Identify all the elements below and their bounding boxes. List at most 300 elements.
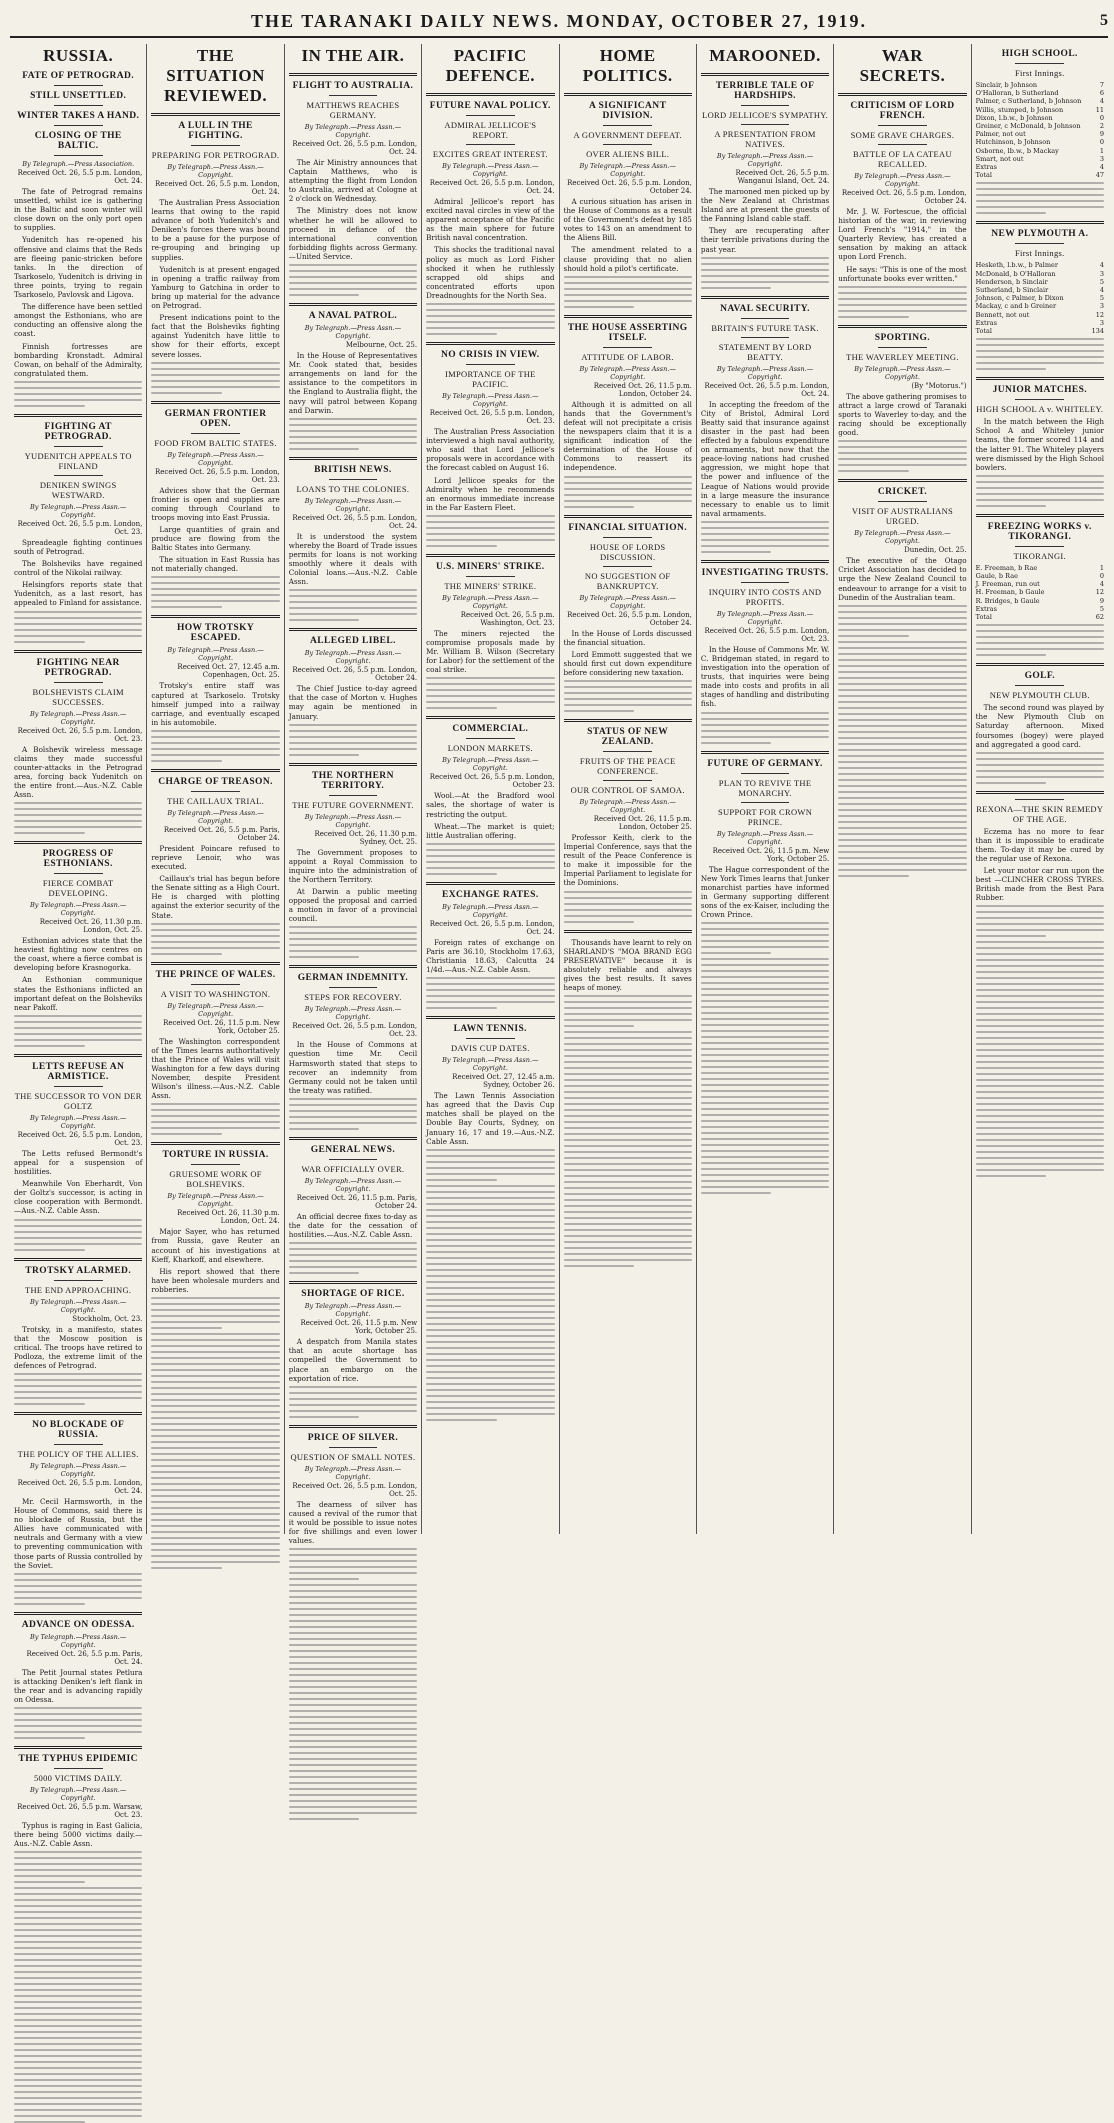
section-subhead: TIKORANGI.	[1013, 550, 1066, 561]
article-paragraph: Although it is admitted on all hands that the Government's defeat will not precipitate a crisis the newspapers claim that it is a significant indication of the determination of the House of Commons to reassert its independence.	[563, 399, 692, 473]
divider-rule	[741, 105, 790, 106]
player-name: Extras	[975, 604, 997, 613]
text-lines	[14, 381, 142, 407]
divider-rule	[54, 125, 103, 126]
dateline: Received Oct. 26, 11.30 p.m. Sydney, Oct. 25.	[314, 829, 418, 846]
text-lines	[151, 576, 279, 608]
divider-rule	[1015, 546, 1064, 547]
text-lines	[14, 1707, 142, 1739]
score-row	[976, 270, 1104, 278]
article-paragraph: An official decree fixes to-day as the date for the cessation of hostilities.—Aus.-N.Z. Cable Assn.	[288, 1211, 418, 1240]
section-divider	[14, 1054, 142, 1057]
player-score: 0	[1099, 138, 1104, 147]
section-subhead: A PRESENTATION FROM NATIVES.	[714, 129, 816, 149]
player-score: 62	[1095, 613, 1104, 622]
text-lines	[564, 680, 692, 712]
player-score: 0	[1099, 572, 1104, 581]
masthead	[10, 6, 1108, 38]
dateline: Received Oct. 26, 5.5 p.m. Warsaw, Oct. 23.	[17, 1803, 143, 1820]
dateline: Received Oct. 26, 5.5 p.m. London, Oct. 24.	[704, 381, 830, 398]
text-lines	[426, 303, 554, 335]
text-lines	[838, 605, 966, 637]
score-row	[976, 613, 1104, 621]
section-headline: A NAVAL PATROL.	[308, 311, 398, 322]
press-credit: By Telegraph.—Press Assn.—Copyright.	[442, 392, 539, 409]
press-credit: By Telegraph.—Press Assn.—Copyright.	[442, 756, 539, 773]
text-lines	[151, 1297, 279, 1329]
divider-rule	[878, 125, 927, 126]
section-subhead: LOANS TO THE COLONIES.	[296, 483, 410, 494]
text-lines	[426, 515, 554, 547]
divider-rule	[466, 115, 515, 116]
article-paragraph: Advices show that the German frontier is open and supplies are coming through Courland to troops moving into East Prussia.	[151, 485, 280, 522]
section-divider	[14, 841, 142, 844]
article-paragraph: The Air Ministry announces that Captain Matthews, who is attempting the flight from London to Australia, arrived at Cologne at 2 o'clock on Wednesday.	[288, 158, 418, 204]
player-score: 3	[1099, 302, 1104, 311]
article-paragraph: Eczema has no more to fear than it is impossible to eradicate them. To-day it may be cured by the regular use of Rexona.	[975, 826, 1104, 863]
columns	[10, 44, 1108, 1849]
section-headline: FUTURE NAVAL POLICY.	[429, 101, 551, 111]
page-number: 5	[1100, 12, 1108, 29]
dateline: Received Oct. 26, 5.5 p.m. London, October 23.	[429, 773, 555, 790]
article-paragraph: Meanwhile Von Eberhardt, Von der Goltz's successor, is acting in close cooperation with Bermondt.—Aus.-N.Z. Cable Assn.	[14, 1179, 143, 1216]
player-score: 4	[1099, 97, 1104, 106]
column-4	[422, 44, 559, 1534]
article-paragraph: The Lawn Tennis Association has agreed that the Davis Cup matches shall be played on the Double Bay Courts, Sydney, on January 16, 17 and 19.—Aus.-N.Z. Cable Assn.	[426, 1091, 555, 1146]
score-table	[976, 81, 1104, 179]
section-subhead: FIERCE COMBAT DEVELOPING.	[42, 878, 114, 899]
section-divider	[701, 296, 829, 299]
divider-rule	[1015, 399, 1064, 400]
dateline: Received Oct. 26, 11.5 p.m. London, October 25.	[593, 814, 692, 831]
dateline: Received Oct. 26, 5.5 p.m. London, Oct. 24.	[17, 1478, 143, 1495]
section-subhead: THE FUTURE GOVERNMENT.	[292, 799, 414, 810]
section-headline: TROTSKY ALARMED.	[25, 1265, 132, 1276]
dateline: (By "Motorus.")	[911, 381, 967, 390]
press-credit: By Telegraph.—Press Assn.—Copyright.	[579, 162, 676, 178]
text-lines	[838, 286, 966, 318]
article-paragraph: Professor Keith, clerk to the Imperial Conference, says that the result of the Peace Conference is to make it impossible for the Imperial Parliament to legislate for the Dominions.	[563, 832, 692, 888]
column-3	[285, 44, 422, 1546]
article-paragraph: Trotsky's entire staff was captured at Tsarkoselo. Trotsky himself jumped into a railway carriage, and eventually escaped in his automobile.	[151, 681, 280, 727]
player-score: 2	[1099, 122, 1104, 131]
dateline: Received Oct. 26, 5.5 p.m. London, Oct. 24.	[429, 179, 555, 195]
section-subhead: DAVIS CUP DATES.	[450, 1043, 530, 1054]
press-credit: By Telegraph.—Press Assn.—Copyright.	[442, 162, 539, 178]
dateline: Received Oct. 26, 11.30 p.m. London, Oct. 24.	[177, 1209, 280, 1226]
divider-rule	[54, 1768, 103, 1769]
section-divider	[426, 716, 554, 719]
article-paragraph: Mr. Cecil Harmsworth, in the House of Commons, said there is no blockade of Russia, but the Allies have communicated with neutrals and Germany with a view to preventing communication with those parts of Russia controlled by the Soviet.	[14, 1496, 143, 1570]
section-headline: GERMAN INDEMNITY.	[297, 973, 409, 984]
dateline: Received Oct. 26, 5.5 p.m. Wanganui Island, Oct. 24.	[735, 169, 830, 185]
divider-rule	[54, 1086, 103, 1087]
column-headline: HOME POLITICS.	[582, 46, 673, 85]
text-lines	[426, 1185, 554, 1421]
article-paragraph: Wool.—At the Bradford wool sales, the shortage of water is restricting the output.	[426, 791, 555, 819]
score-row	[976, 122, 1104, 130]
section-headline: NO BLOCKADE OF RUSSIA.	[32, 1419, 125, 1440]
divider-rule	[54, 682, 103, 683]
section-headline: TORTURE IN RUSSIA.	[162, 1150, 269, 1161]
section-divider	[289, 303, 417, 306]
dateline: Received Oct. 26, 5.5 p.m. London, Oct. 24.	[429, 919, 555, 936]
article-paragraph: An Esthonian communique states the Esthonians inflicted an important defeat on the Bolsheviks near Pakoff.	[14, 975, 143, 1012]
player-score: 5	[1099, 294, 1104, 303]
score-row	[976, 588, 1104, 596]
section-subhead: FOOD FROM BALTIC STATES.	[154, 437, 277, 448]
dateline: Received Oct. 27, 12.45 a.m. Sydney, October 26.	[452, 1073, 555, 1090]
text-lines	[289, 418, 417, 450]
article-paragraph: Mr. J. W. Fortescue, the official historian of the war, in reviewing Lord French's "1914," in the Quarterly Review, has created a sensation by making an attack upon Lord French.	[838, 207, 967, 262]
section-divider	[14, 414, 142, 417]
article-paragraph: Finnish fortresses are bombarding Kronstadt. Admiral Cowan, on behalf of the Admiralty, congratulated them.	[14, 341, 143, 378]
text-lines	[426, 677, 554, 709]
text-lines	[564, 995, 692, 1027]
section-divider	[838, 479, 966, 482]
section-headline: HIGH SCHOOL.	[1001, 49, 1078, 59]
dateline: Dunedin, Oct. 25.	[904, 546, 967, 555]
divider-rule	[603, 125, 652, 126]
section-subhead: EXCITES GREAT INTEREST.	[432, 149, 548, 159]
article-paragraph: The marooned men picked up by the New Zealand at Christmas Island are at present the guests of the Fanning Island cable staff.	[700, 187, 830, 224]
text-lines	[14, 611, 142, 643]
player-score: 47	[1095, 171, 1104, 180]
player-score: 3	[1099, 154, 1104, 163]
score-row	[976, 319, 1104, 327]
section-subhead: THE POLICY OF THE ALLIES.	[17, 1448, 139, 1459]
press-credit: By Telegraph.—Press Assn.—Copyright.	[304, 649, 402, 666]
section-subhead: STATEMENT BY LORD BEATTY.	[718, 341, 812, 362]
article-paragraph: Foreign rates of exchange on Paris are 36.10, Stockholm 17.63, Christiania 18.63, Calcutta 24 1/4d.—Aus.-N.Z. Cable Assn.	[426, 937, 555, 975]
section-headline: COMMERCIAL.	[452, 724, 529, 735]
text-lines	[151, 1103, 279, 1135]
press-credit: By Telegraph.—Press Assn.—Copyright.	[167, 450, 264, 467]
press-credit: By Telegraph.—Press Assn.—Copyright.	[442, 902, 539, 919]
score-table	[976, 261, 1104, 335]
article-paragraph: The Bolsheviks have regained control of the Nikolai railway.	[14, 559, 143, 578]
press-credit: By Telegraph.—Press Assn.—Copyright.	[716, 829, 814, 846]
section-headline: FUTURE OF GERMANY.	[707, 758, 823, 769]
section-divider	[701, 560, 829, 563]
section-subhead: INQUIRY INTO COSTS AND PROFITS.	[708, 586, 822, 607]
press-credit: By Telegraph.—Press Assn.—Copyright.	[30, 1297, 127, 1314]
divider-rule	[329, 95, 378, 96]
section-subhead: OUR CONTROL OF SAMOA.	[570, 784, 685, 795]
divider-rule	[54, 155, 103, 156]
player-name: Total	[975, 327, 992, 336]
player-name: Total	[975, 613, 992, 622]
score-row	[976, 327, 1104, 335]
text-lines	[151, 923, 279, 955]
score-row	[976, 114, 1104, 122]
player-name: Hesketh, l.b.w., b Palmer	[975, 261, 1058, 270]
divider-rule	[1015, 799, 1064, 800]
section-subhead: DENIKEN SWINGS WESTWARD.	[39, 479, 117, 500]
score-row	[976, 163, 1104, 171]
player-name: Willis, stumped, b Johnson	[975, 105, 1064, 114]
player-score: 11	[1095, 105, 1104, 114]
article-paragraph: In accepting the freedom of the City of Bristol, Admiral Lord Beatty said that insurance against disaster in the past had been effected by a fabulous expenditure on armaments, but now that the peace-loving nations had crushed aggression, we might hope that the power and influence of the League of Nations would provide in a large measure the insurance necessary to enable us to limit naval armaments.	[700, 399, 830, 518]
player-name: Palmer, c Sutherland, b Johnson	[975, 97, 1082, 106]
section-subhead: LONDON MARKETS.	[447, 743, 533, 754]
section-divider	[151, 615, 279, 618]
section-divider	[426, 93, 554, 96]
press-credit: By Telegraph.—Press Assn.—Copyright.	[854, 172, 951, 188]
press-credit: By Telegraph.—Press Assn.—Copyright.	[30, 901, 127, 918]
section-divider	[976, 791, 1104, 794]
divider-rule	[603, 751, 652, 752]
press-credit: By Telegraph.—Press Assn.—Copyright.	[30, 1461, 127, 1478]
press-credit: By Telegraph.—Press Assn.—Copyright.	[442, 1056, 539, 1073]
section-headline: BRITISH NEWS.	[314, 464, 392, 475]
section-divider	[976, 663, 1104, 666]
article-paragraph: At Darwin a public meeting opposed the proposal and carried a motion in favor of a provincial council.	[288, 887, 418, 924]
section-subhead: ATTITUDE OF LABOR.	[581, 351, 674, 362]
divider-rule	[191, 1164, 240, 1165]
article-paragraph: Esthonian advices state that the heaviest fighting now centres on the coast, where a fierce combat is developing before Krasnogorka.	[14, 936, 143, 973]
article-paragraph: In the House of Lords discussed the financial situation.	[563, 628, 692, 647]
article-paragraph: The Chief Justice to-day agreed that the case of Morton v. Hughes may again be mentioned in January.	[288, 684, 418, 721]
article-paragraph: Helsingfors reports state that Yudenitch, as a last resort, has appealed to Finland for assistance.	[14, 580, 143, 608]
section-divider	[701, 73, 829, 76]
dateline: Received Oct. 26, 11.5 p.m. London, October 24.	[593, 381, 692, 398]
text-lines	[838, 440, 966, 472]
dateline: Melbourne, Oct. 25.	[345, 341, 418, 350]
section-headline: JUNIOR MATCHES.	[992, 385, 1088, 396]
article-paragraph: His report showed that there have been wholesale murders and robberies.	[151, 1266, 280, 1294]
text-lines	[701, 958, 829, 1194]
text-lines	[701, 922, 829, 954]
section-divider	[976, 377, 1104, 380]
text-lines	[14, 1373, 142, 1405]
column-2	[147, 44, 284, 1534]
player-name: Dixon, l.b.w., b Johnson	[975, 113, 1053, 122]
section-headline: FREEZING WORKS v. TIKORANGI.	[987, 521, 1092, 542]
article-paragraph: Admiral Jellicoe's report has excited naval circles in view of the apparent acceptance of the Pacific as the main sphere for future British naval concentration.	[426, 197, 555, 243]
text-lines	[151, 1333, 279, 1569]
section-divider	[838, 325, 966, 328]
divider-rule	[329, 1159, 378, 1160]
section-subhead: STEPS FOR RECOVERY.	[304, 992, 402, 1003]
article-paragraph: Typhus is raging in East Galicia, there being 5000 victims daily.—Aus.-N.Z. Cable Assn.	[14, 1821, 143, 1849]
section-subhead: IMPORTANCE OF THE PACIFIC.	[444, 369, 536, 390]
divider-rule	[329, 987, 378, 988]
player-name: Johnson, c Palmer, b Dixon	[975, 294, 1064, 303]
section-divider	[701, 751, 829, 754]
section-headline: SHORTAGE OF RICE.	[301, 1289, 405, 1300]
text-lines	[976, 624, 1104, 656]
subheadline: CLOSING OF THE BALTIC.	[34, 131, 122, 151]
player-score: 1	[1099, 146, 1104, 155]
player-name: R. Bridges, b Gaule	[975, 596, 1040, 605]
text-lines	[976, 941, 1104, 1177]
section-headline: THE TYPHUS EPIDEMIC	[18, 1754, 138, 1765]
section-subhead: FRUITS OF THE PEACE CONFERENCE.	[579, 755, 676, 776]
section-subhead: SOME GRAVE CHARGES.	[850, 130, 955, 140]
section-headline: PROGRESS OF ESTHONIANS.	[42, 849, 114, 870]
section-headline: CRITICISM OF LORD FRENCH.	[850, 101, 955, 121]
divider-rule	[603, 144, 652, 145]
divider-rule	[603, 347, 652, 348]
dateline: Received Oct. 26, 11.5 p.m. Paris, October 24.	[296, 1193, 418, 1210]
dateline: Received Oct. 26, 5.5 p.m. London, Oct. 23.	[17, 1130, 143, 1147]
dateline: Received Oct. 26, 5.5 p.m. London, Oct. 23.	[429, 409, 555, 426]
text-lines	[426, 1149, 554, 1181]
text-lines	[564, 476, 692, 508]
score-row	[976, 171, 1104, 179]
player-name: Osborne, lb.w., b Mackay	[975, 146, 1059, 155]
article-paragraph: The above gathering promises to attract a large crowd of Taranaki sports to Waverley to-day, and the racing should be exceptionally good.	[838, 391, 967, 438]
press-credit: By Telegraph.—Press Assn.—Copyright.	[304, 1302, 402, 1319]
section-subhead: QUESTION OF SMALL NOTES.	[290, 1451, 416, 1462]
divider-rule	[329, 795, 378, 796]
article-paragraph: The Australian Press Association interviewed a high naval authority, who said that Lord Jellicoe's proposals were in accordance with the forecast cabled on August 16.	[426, 427, 555, 473]
text-lines	[701, 521, 829, 553]
player-score: 5	[1099, 277, 1104, 286]
player-name: E. Freeman, b Rae	[975, 563, 1038, 572]
divider-rule	[191, 984, 240, 985]
press-credit: By Telegraph.—Press Assn.—Copyright.	[716, 609, 814, 626]
article-paragraph: Yudenitch has re-opened his offensive and claims that the Reds are fleeing panic-stricken before tanks. In the direction of Tsarkoselo, Yudenitch is driving in three points, trying to regain Tsarkoselo, Pavlovsk and Ligova.	[14, 235, 143, 300]
column-5	[560, 44, 697, 1534]
section-subhead: THE CAILLAUX TRIAL.	[167, 795, 265, 806]
score-row	[976, 580, 1104, 588]
article-paragraph: The situation in East Russia has not materially changed.	[151, 555, 280, 574]
score-row	[976, 89, 1104, 97]
subheadline: FATE OF PETROGRAD.	[22, 71, 135, 81]
section-headline: STATUS OF NEW ZEALAND.	[587, 726, 669, 747]
text-lines	[426, 843, 554, 875]
section-headline: CHARGE OF TREASON.	[158, 776, 273, 787]
dateline: Received Oct. 26, 5.5 p.m. London, October 24.	[841, 189, 967, 205]
score-table	[976, 564, 1104, 621]
score-row	[976, 81, 1104, 89]
column-6	[697, 44, 834, 1534]
section-divider	[289, 457, 417, 460]
player-name: Greiner, c McDonald, b Johnson	[975, 122, 1081, 131]
player-score: 4	[1099, 163, 1104, 172]
player-score: 4	[1099, 580, 1104, 589]
section-headline: EXCHANGE RATES.	[442, 889, 539, 900]
section-divider	[289, 1137, 417, 1140]
section-subhead: A GOVERNMENT DEFEAT.	[573, 130, 682, 140]
section-subhead: THE MINERS' STRIKE.	[444, 580, 537, 591]
divider-rule	[191, 791, 240, 792]
text-lines	[976, 182, 1104, 214]
divider-rule	[466, 364, 515, 365]
section-subhead: First Innings.	[1015, 248, 1065, 259]
dateline: Stockholm, Oct. 23.	[72, 1314, 143, 1323]
section-divider	[151, 401, 279, 404]
article-paragraph: A despatch from Manila states that an acute shortage has compelled the Government to place an embargo on the exportation of rice.	[288, 1337, 418, 1383]
player-score: 7	[1099, 81, 1104, 89]
section-divider	[289, 73, 417, 76]
section-divider	[564, 315, 692, 318]
divider-rule	[741, 582, 790, 583]
article-paragraph: A Bolshevik wireless message claims they made successful counter-attacks in the Petrograd area, forcing back Yudenitch on the entire front.—Aus.-N.Z. Cable Assn.	[14, 744, 143, 799]
divider-rule	[878, 501, 927, 502]
player-name: H. Freeman, b Gaule	[975, 588, 1045, 597]
article-paragraph: This shocks the traditional naval policy as much as Lord Fisher shocked it when he ruthlessly scrapped old ships and concentrated efforts upon Dreadnoughts for the North Sea.	[426, 245, 555, 300]
column-headline: THE SITUATION REVIEWED.	[163, 46, 268, 105]
divider-rule	[329, 1447, 378, 1448]
player-score: 0	[1099, 113, 1104, 122]
press-credit: By Telegraph.—Press Assn.—Copyright.	[167, 1001, 264, 1018]
press-credit: By Telegraph.—Press Assn.—Copyright.	[30, 502, 127, 519]
article-paragraph: The difference have been settled amongst the Esthonians, who are conducting an offensive along the coast.	[14, 302, 143, 339]
player-score: 134	[1091, 327, 1104, 336]
player-name: Palmer, not out	[975, 130, 1026, 139]
column-headline: PACIFIC DEFENCE.	[445, 46, 536, 85]
dateline: Received Oct. 26, 11.5 p.m. New York, October 25.	[300, 1319, 418, 1336]
section-headline: ADVANCE ON ODESSA.	[21, 1619, 135, 1630]
article-paragraph: Lord Jellicoe speaks for the Admiralty when he recommends an enormous immediate increase in the Far Eastern Fleet.	[426, 475, 555, 512]
column-headline: RUSSIA.	[43, 46, 114, 65]
section-headline: FINANCIAL SITUATION.	[568, 522, 688, 533]
dateline: Received Oct. 26, 5.5 p.m. London, Oct. 23.	[17, 726, 143, 743]
section-divider	[976, 514, 1104, 517]
section-divider	[289, 628, 417, 631]
section-subhead: MATTHEWS REACHES GERMANY.	[306, 100, 400, 120]
text-lines	[564, 276, 692, 308]
press-credit: By Telegraph.—Press Assn.—Copyright.	[304, 324, 402, 341]
score-row	[976, 564, 1104, 572]
article-paragraph: The Washington correspondent of the Times learns authoritatively that the Prince of Wales will visit Washington for a few days during November, despite President Wilson's illness.—Aus.-N.Z. Cable Assn.	[151, 1036, 280, 1101]
article-paragraph: The Letts refused Bermondt's appeal for a suspension of hostilities.	[14, 1148, 143, 1177]
article-paragraph: The dearness of silver has caused a revival of the rumor that it would be possible to issue notes for five shillings and even lower values.	[288, 1499, 418, 1546]
section-subhead: PREPARING FOR PETROGRAD.	[151, 150, 280, 160]
dateline: Received Oct. 26, 5.5 p.m. Paris, Oct. 24.	[26, 1649, 143, 1666]
section-subhead: BRITAIN'S FUTURE TASK.	[711, 322, 819, 333]
subheadline: STILL UNSETTLED.	[30, 91, 127, 101]
press-credit: By Telegraph.—Press Assn.—Copyright.	[579, 797, 676, 814]
divider-rule	[1015, 63, 1064, 64]
column-headline: MAROONED.	[709, 46, 821, 65]
divider-rule	[1015, 243, 1064, 244]
dateline: Received Oct. 26, 5.5 p.m. London, Oct. 24.	[292, 513, 418, 530]
section-headline: THE NORTHERN TERRITORY.	[312, 770, 394, 791]
article-paragraph: The Government proposes to appoint a Royal Commission to inquire into the administration of the Northern Territory.	[288, 847, 418, 884]
player-score: 9	[1099, 130, 1104, 139]
press-credit: By Telegraph.—Press Assn.—Copyright.	[304, 1464, 402, 1481]
press-credit: By Telegraph.—Press Assn.—Copyright.	[304, 123, 402, 139]
player-name: Extras	[975, 318, 997, 327]
section-headline: TERRIBLE TALE OF HARDSHIPS.	[715, 81, 815, 101]
section-divider	[564, 930, 692, 933]
divider-rule	[741, 337, 790, 338]
dateline: Received Oct. 26, 5.5 p.m. London, Oct. 24.	[292, 140, 418, 156]
section-divider	[289, 965, 417, 968]
press-credit: By Telegraph.—Press Assn.—Copyright.	[30, 1113, 127, 1130]
section-subhead: A VISIT TO WASHINGTON.	[160, 988, 271, 999]
score-row	[976, 106, 1104, 114]
divider-rule	[191, 433, 240, 434]
divider-rule	[54, 446, 103, 447]
section-subhead: OVER ALIENS BILL.	[586, 149, 670, 159]
dateline: Received Oct. 26, 5.5 p.m. London, October 24.	[292, 666, 418, 683]
section-divider	[426, 342, 554, 345]
column-1	[10, 44, 147, 1849]
section-divider	[14, 650, 142, 653]
masthead-title: THE TARANAKI DAILY NEWS. MONDAY, OCTOBER 27, 1919.	[251, 10, 867, 31]
text-lines	[289, 1098, 417, 1130]
section-headline: CRICKET.	[877, 487, 928, 498]
article-paragraph: Let your motor car run upon the best —CLINCHER CROSS TYRES. British made from the Best Para Rubber.	[975, 866, 1104, 903]
press-credit: By Telegraph.—Press Assn.—Copyright.	[854, 529, 951, 546]
article-paragraph: The fate of Petrograd remains unsettled, whilst ice is gathering in the Baltic and soon winter will close down on the only port open to supplies.	[14, 187, 143, 233]
article-paragraph: He says: "This is one of the most unfortunate books ever written."	[838, 264, 967, 283]
